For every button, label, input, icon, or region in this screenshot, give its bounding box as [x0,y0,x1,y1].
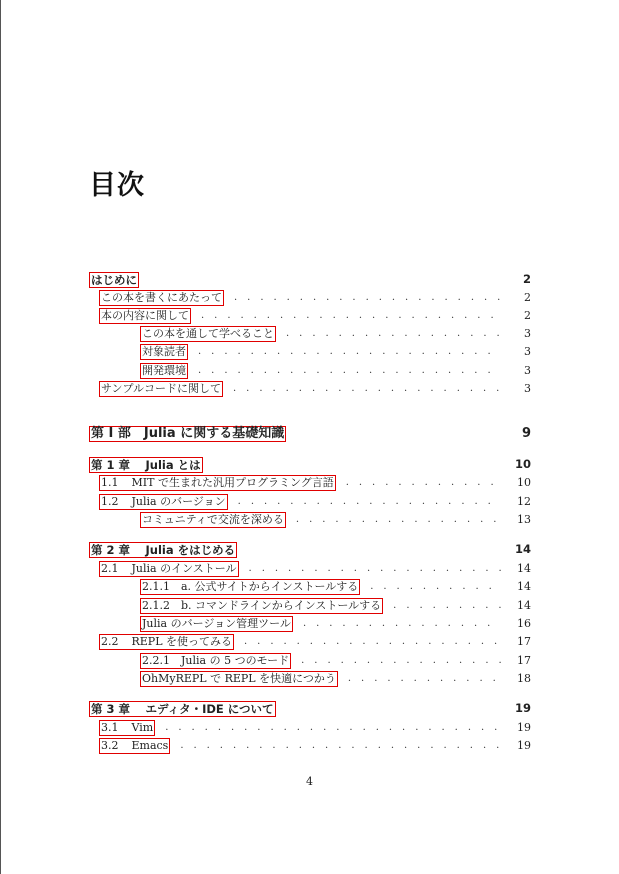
toc-page: 3 [524,382,531,395]
page-edge [0,0,1,874]
toc-leader [370,579,501,594]
toc-link[interactable]: 2.2.1 Julia の 5 つのモード [142,653,290,667]
toc-label: Julia のインストール [131,561,237,575]
toc-page: 10 [517,476,531,489]
toc-link[interactable]: 第 I 部 Julia に関する基礎知識 [91,425,285,441]
toc-leader [234,290,501,305]
toc-chapter-entry[interactable] [89,541,531,558]
toc-entry[interactable] [99,380,531,397]
toc-entry[interactable] [140,615,531,632]
toc-label: Vim [131,720,154,734]
toc-page: 12 [517,495,531,508]
toc-label: MIT で生まれた汎用プログラミング言語 [131,475,334,489]
toc-page: 14 [517,562,531,575]
toc-link[interactable] [99,561,239,577]
toc-part-entry[interactable] [89,424,531,443]
toc-entry[interactable] [140,362,531,379]
toc-entry[interactable] [140,670,531,687]
toc-page: 14 [514,542,531,556]
toc-page: 10 [514,457,531,471]
toc-chapter-entry[interactable] [89,700,531,717]
toc-label: Julia のバージョン [131,494,226,508]
toc-link[interactable] [99,738,170,754]
toc-link[interactable]: この本を書くにあたって [101,290,222,304]
toc-link[interactable]: サンプルコードに関して [101,381,222,395]
toc-leader [346,475,501,490]
toc-page: 2 [524,291,531,304]
toc-leader [201,308,501,323]
toc-leader [165,720,501,735]
toc-link[interactable]: Julia のバージョン管理ツール [142,616,291,630]
toc-page: 3 [524,327,531,340]
toc-link[interactable]: 2.1.1 a. 公式サイトからインストールする [142,579,359,593]
toc-number: 1.1 [101,475,119,489]
toc-link[interactable]: 開発環境 [142,363,186,377]
toc-leader [233,381,501,396]
toc-page: 3 [524,364,531,377]
toc-label: Emacs [131,738,169,752]
toc-page: 14 [517,580,531,593]
toc-page: 2 [522,272,531,286]
toc-link[interactable] [99,494,228,510]
toc-link[interactable]: 第 2 章 Julia をはじめる [91,542,236,557]
page-number: 4 [306,775,313,788]
toc-page: 19 [514,701,531,715]
toc-leader [301,653,501,668]
toc-entry[interactable] [99,719,531,736]
toc-link[interactable]: 2.1.2 b. コマンドラインからインストールする [142,598,382,612]
toc-leader [198,344,501,359]
toc-leader [303,616,501,631]
toc-leader [238,494,501,509]
toc-entry[interactable] [140,343,531,360]
toc-link[interactable]: 本の内容に関して [101,308,189,322]
toc-leader [296,512,501,527]
toc-chapter-entry[interactable] [89,456,531,473]
toc-leader [249,561,501,576]
toc-link[interactable]: 第 1 章 Julia とは [91,457,201,472]
toc-page: 19 [517,739,531,752]
toc-entry[interactable] [99,289,531,306]
toc-leader [244,634,501,649]
toc-entry[interactable] [99,737,531,754]
toc-entry[interactable] [99,474,531,491]
toc-leader [180,738,501,753]
toc-link[interactable]: 対象読者 [142,344,186,358]
toc-leader [198,363,501,378]
toc-number: 2.1 [101,561,119,575]
toc-label: REPL を使ってみる [131,634,233,648]
toc-link[interactable] [99,720,155,736]
toc-entry[interactable] [99,633,531,650]
toc-number: 3.2 [101,738,119,752]
toc-page: 2 [524,309,531,322]
toc-link[interactable]: 第 3 章 エディタ・IDE について [91,701,274,716]
toc-link[interactable] [99,634,234,650]
toc-entry[interactable] [140,597,531,614]
toc-entry[interactable] [140,325,531,342]
toc-entry[interactable] [99,560,531,577]
toc-link[interactable]: この本を通して学べること [142,326,274,340]
toc-number: 1.2 [101,494,119,508]
toc-entry[interactable] [99,307,531,324]
toc-entry[interactable] [140,652,531,669]
toc-page: 17 [517,654,531,667]
toc-page: 13 [517,513,531,526]
toc-entry[interactable] [99,493,531,510]
toc-leader [393,598,501,613]
toc-page: 17 [517,635,531,648]
toc-title: 目次 [89,170,145,201]
toc-leader [348,671,501,686]
toc-page: 3 [524,345,531,358]
toc-entry[interactable] [140,578,531,595]
toc-number: 2.2 [101,634,119,648]
toc-page: 9 [521,426,531,441]
toc-link[interactable]: コミュニティで交流を深める [142,512,284,526]
toc-page: 18 [517,672,531,685]
toc-number: 3.1 [101,720,119,734]
toc-link[interactable]: はじめに [91,272,137,287]
toc-link[interactable] [99,475,336,491]
toc-page: 14 [517,599,531,612]
toc-page: 19 [517,721,531,734]
toc-link[interactable]: OhMyREPL で REPL を快適につかう [142,671,336,685]
toc-entry[interactable] [140,511,531,528]
toc-page: 16 [517,617,531,630]
toc-entry[interactable] [89,271,531,288]
toc-leader [286,326,501,341]
